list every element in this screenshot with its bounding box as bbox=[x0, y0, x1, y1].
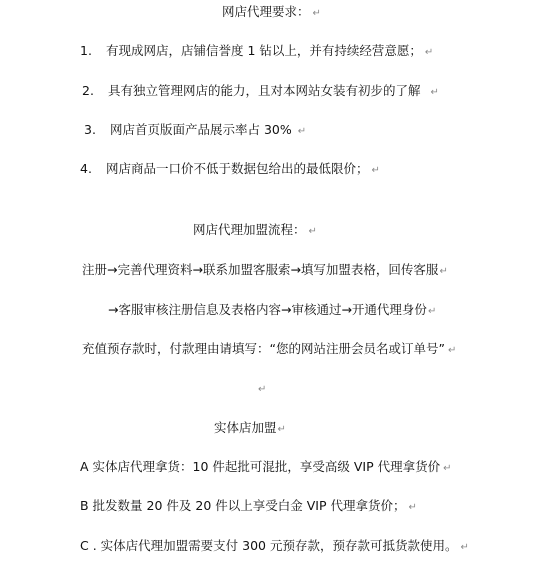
physical-text: B 批发数量 20 件及 20 件以上享受白金 VIP 代理拿货价； bbox=[80, 498, 406, 513]
physical-item-c bbox=[80, 538, 469, 556]
requirement-number: 3. bbox=[84, 122, 96, 137]
physical-item-b bbox=[80, 498, 417, 516]
process-text: →客服审核注册信息及表格内容→审核通过→开通代理身份 bbox=[108, 302, 427, 317]
requirement-text: 网店首页版面产品展示率占 30% bbox=[110, 122, 292, 137]
paragraph-mark-icon: ↵ bbox=[408, 502, 417, 513]
requirement-text: 有现成网店，店铺信誉度 1 钻以上，并有持续经营意愿； bbox=[106, 43, 422, 58]
paragraph-mark-icon: ↵ bbox=[460, 542, 469, 553]
requirement-item-3 bbox=[84, 122, 306, 140]
paragraph-mark-icon: ↵ bbox=[312, 8, 321, 19]
process-title: 网店代理加盟流程： bbox=[193, 222, 306, 237]
paragraph-mark-icon: ↵ bbox=[439, 266, 448, 277]
physical-title: 实体店加盟 bbox=[214, 420, 277, 435]
requirement-text: 具有独立管理网店的能力，且对本网站女装有初步的了解 bbox=[108, 83, 421, 98]
requirements-title-line bbox=[222, 4, 321, 22]
process-line-1 bbox=[82, 262, 448, 280]
requirement-text: 网店商品一口价不低于数据包给出的最低限价； bbox=[106, 161, 369, 176]
requirement-item-2 bbox=[82, 83, 439, 101]
paragraph-mark-icon: ↵ bbox=[371, 165, 380, 176]
paragraph-mark-icon: ↵ bbox=[277, 424, 286, 435]
paragraph-mark-icon: ↵ bbox=[308, 226, 317, 237]
paragraph-mark-icon: ↵ bbox=[427, 306, 437, 317]
physical-text: C . 实体店代理加盟需要支付 300 元预存款，预存款可抵货款使用。 bbox=[80, 538, 458, 553]
requirement-number: 4. bbox=[80, 161, 92, 176]
requirement-item-1 bbox=[80, 43, 433, 61]
paragraph-mark-icon: ↵ bbox=[430, 87, 439, 98]
process-text: 充值预存款时，付款理由请填写：“您的网站注册会员名或订单号” bbox=[82, 341, 445, 356]
requirements-title: 网店代理要求： bbox=[222, 4, 310, 19]
physical-text: A 实体店代理拿货：10 件起批可混批，享受高级 VIP 代理拿货价 bbox=[80, 459, 441, 474]
process-line-3 bbox=[82, 341, 456, 359]
physical-item-a bbox=[80, 459, 452, 477]
empty-paragraph bbox=[258, 380, 266, 398]
paragraph-mark-icon: ↵ bbox=[447, 345, 457, 356]
process-line-2 bbox=[108, 302, 436, 320]
process-text: 注册→完善代理资料→联系加盟客服索→填写加盟表格，回传客服 bbox=[82, 262, 439, 277]
paragraph-mark-icon: ↵ bbox=[424, 47, 434, 58]
paragraph-mark-icon: ↵ bbox=[443, 463, 452, 474]
physical-title-line bbox=[214, 420, 286, 438]
requirement-number: 1. bbox=[80, 43, 92, 58]
paragraph-mark-icon: ↵ bbox=[297, 126, 307, 137]
requirement-item-4 bbox=[80, 161, 380, 179]
process-title-line bbox=[193, 222, 317, 240]
requirement-number: 2. bbox=[82, 83, 94, 98]
paragraph-mark-icon: ↵ bbox=[258, 384, 267, 395]
